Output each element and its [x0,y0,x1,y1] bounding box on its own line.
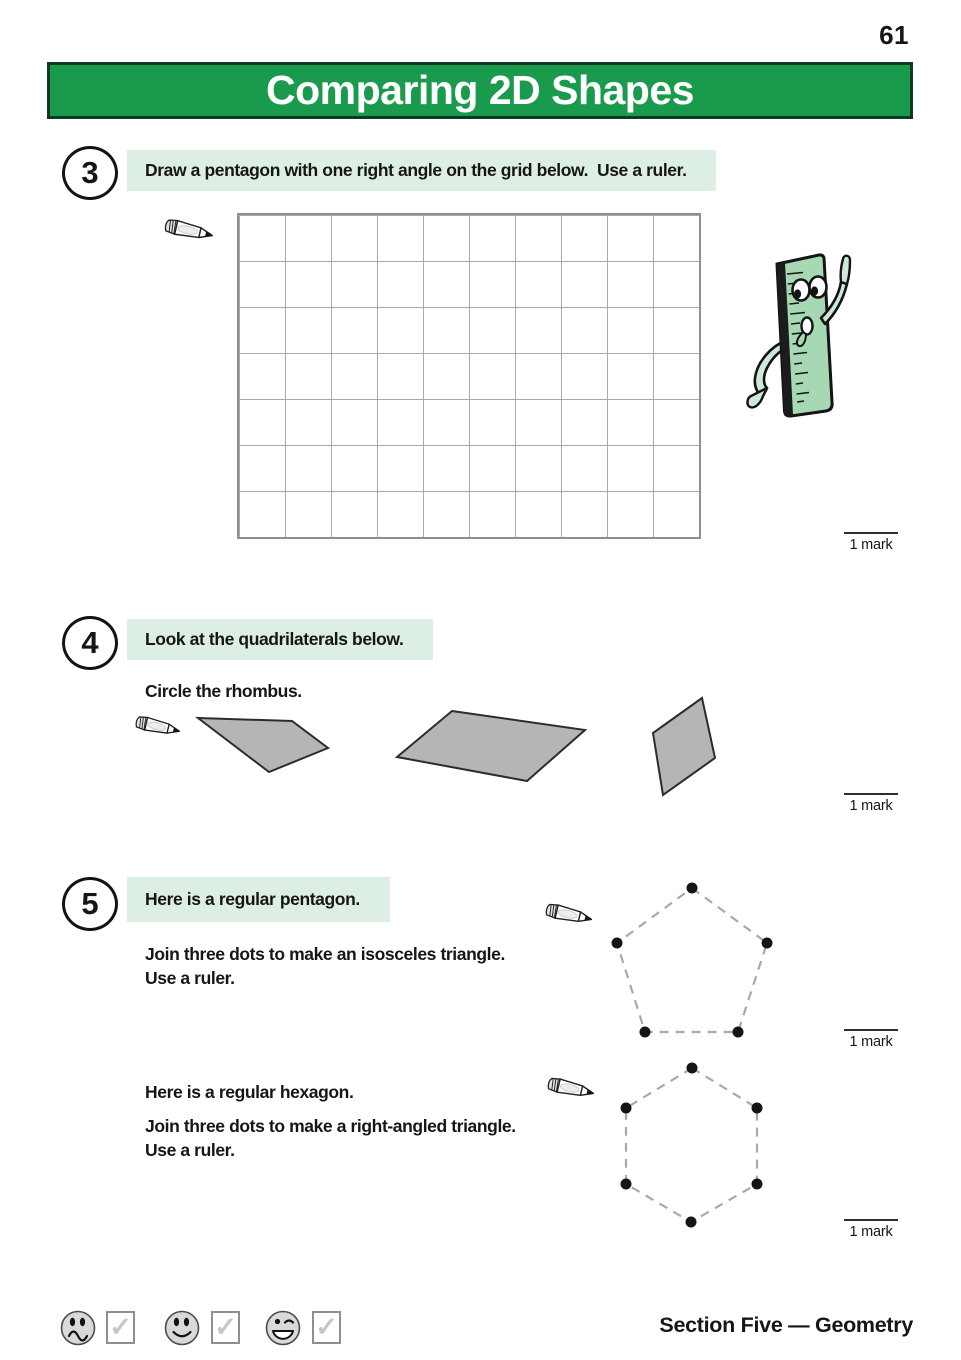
hexagon-dot[interactable] [621,1179,632,1190]
check-icon: ✓ [109,1312,132,1342]
question-3-number-label: 3 [81,155,99,190]
question-4-prompt: Look at the quadrilaterals below. [145,629,404,649]
question-4-number [62,616,118,670]
hexagon-dot[interactable] [752,1103,763,1114]
question-4-instruction: Circle the rhombus. [145,681,302,701]
mark-line [844,532,898,534]
mark-line [844,1029,898,1031]
hexagon-dot[interactable] [686,1217,697,1228]
q5-hexagon-instruction-2: Use a ruler. [145,1140,235,1160]
pentagon-dot[interactable] [687,883,698,894]
wink-face-icon [263,1308,303,1348]
pencil-icon [130,709,185,748]
quadrilaterals-figure [180,693,740,803]
q5-hexagon-prompt: Here is a regular hexagon. [145,1082,354,1102]
drawing-grid[interactable] [237,213,701,539]
question-3-number [62,146,118,200]
q5-pentagon-mark-tab [844,1029,898,1050]
check-icon: ✓ [315,1312,338,1342]
sad-face-icon [58,1308,98,1348]
pentagon-dots-figure[interactable] [600,876,780,1042]
smiley-face-icon [162,1308,202,1348]
question-3-prompt: Draw a pentagon with one right angle on the grid below. Use a ruler. [145,160,687,180]
self-assessment-checkbox-3[interactable] [312,1311,341,1344]
mark-label: 1 mark [849,1034,893,1050]
shape-rhombus[interactable] [653,698,715,795]
question-5-prompt: Here is a regular pentagon. [145,889,360,909]
question-5-number [62,877,118,931]
q5-pentagon-instruction-1: Join three dots to make an isosceles triangle. [145,944,505,964]
mark-line [844,793,898,795]
page-title: Comparing 2D Shapes [266,67,694,113]
mark-label: 1 mark [849,1224,893,1240]
hexagon-dot[interactable] [621,1103,632,1114]
pentagon-dot[interactable] [733,1027,744,1038]
pentagon-dashed-outline [617,888,767,1032]
mark-label: 1 mark [849,537,893,553]
pentagon-dot[interactable] [640,1027,651,1038]
q5-hexagon-instruction-1: Join three dots to make a right-angled triangle. [145,1116,516,1136]
hexagon-dot[interactable] [687,1063,698,1074]
pencil-icon [542,1070,599,1111]
question-4-prompt-box [127,619,433,660]
q3-mark-tab [844,532,898,553]
question-5-number-label: 5 [81,886,99,921]
q5-hexagon-mark-tab [844,1219,898,1240]
section-footer-label: Section Five — Geometry [659,1313,913,1337]
page-header [47,62,913,119]
shape-quadrilateral[interactable] [198,718,328,772]
q5-pentagon-instruction-2: Use a ruler. [145,968,235,988]
question-3-prompt-box [127,150,716,191]
hexagon-dot[interactable] [752,1179,763,1190]
shape-parallelogram[interactable] [397,711,585,781]
hexagon-dots-figure[interactable] [606,1056,772,1232]
mark-label: 1 mark [849,798,893,814]
check-icon: ✓ [214,1312,237,1342]
ruler-mascot-icon [737,246,877,424]
question-4-number-label: 4 [81,625,99,660]
pencil-icon [540,896,597,937]
q4-mark-tab [844,793,898,814]
pentagon-dot[interactable] [612,938,623,949]
self-assessment-checkbox-1[interactable] [106,1311,135,1344]
page-number: 61 [879,20,909,50]
pencil-icon [159,211,218,252]
hexagon-dashed-outline [626,1068,757,1222]
self-assessment-checkbox-2[interactable] [211,1311,240,1344]
pentagon-dot[interactable] [762,938,773,949]
question-5-prompt-box [127,877,390,922]
mark-line [844,1219,898,1221]
